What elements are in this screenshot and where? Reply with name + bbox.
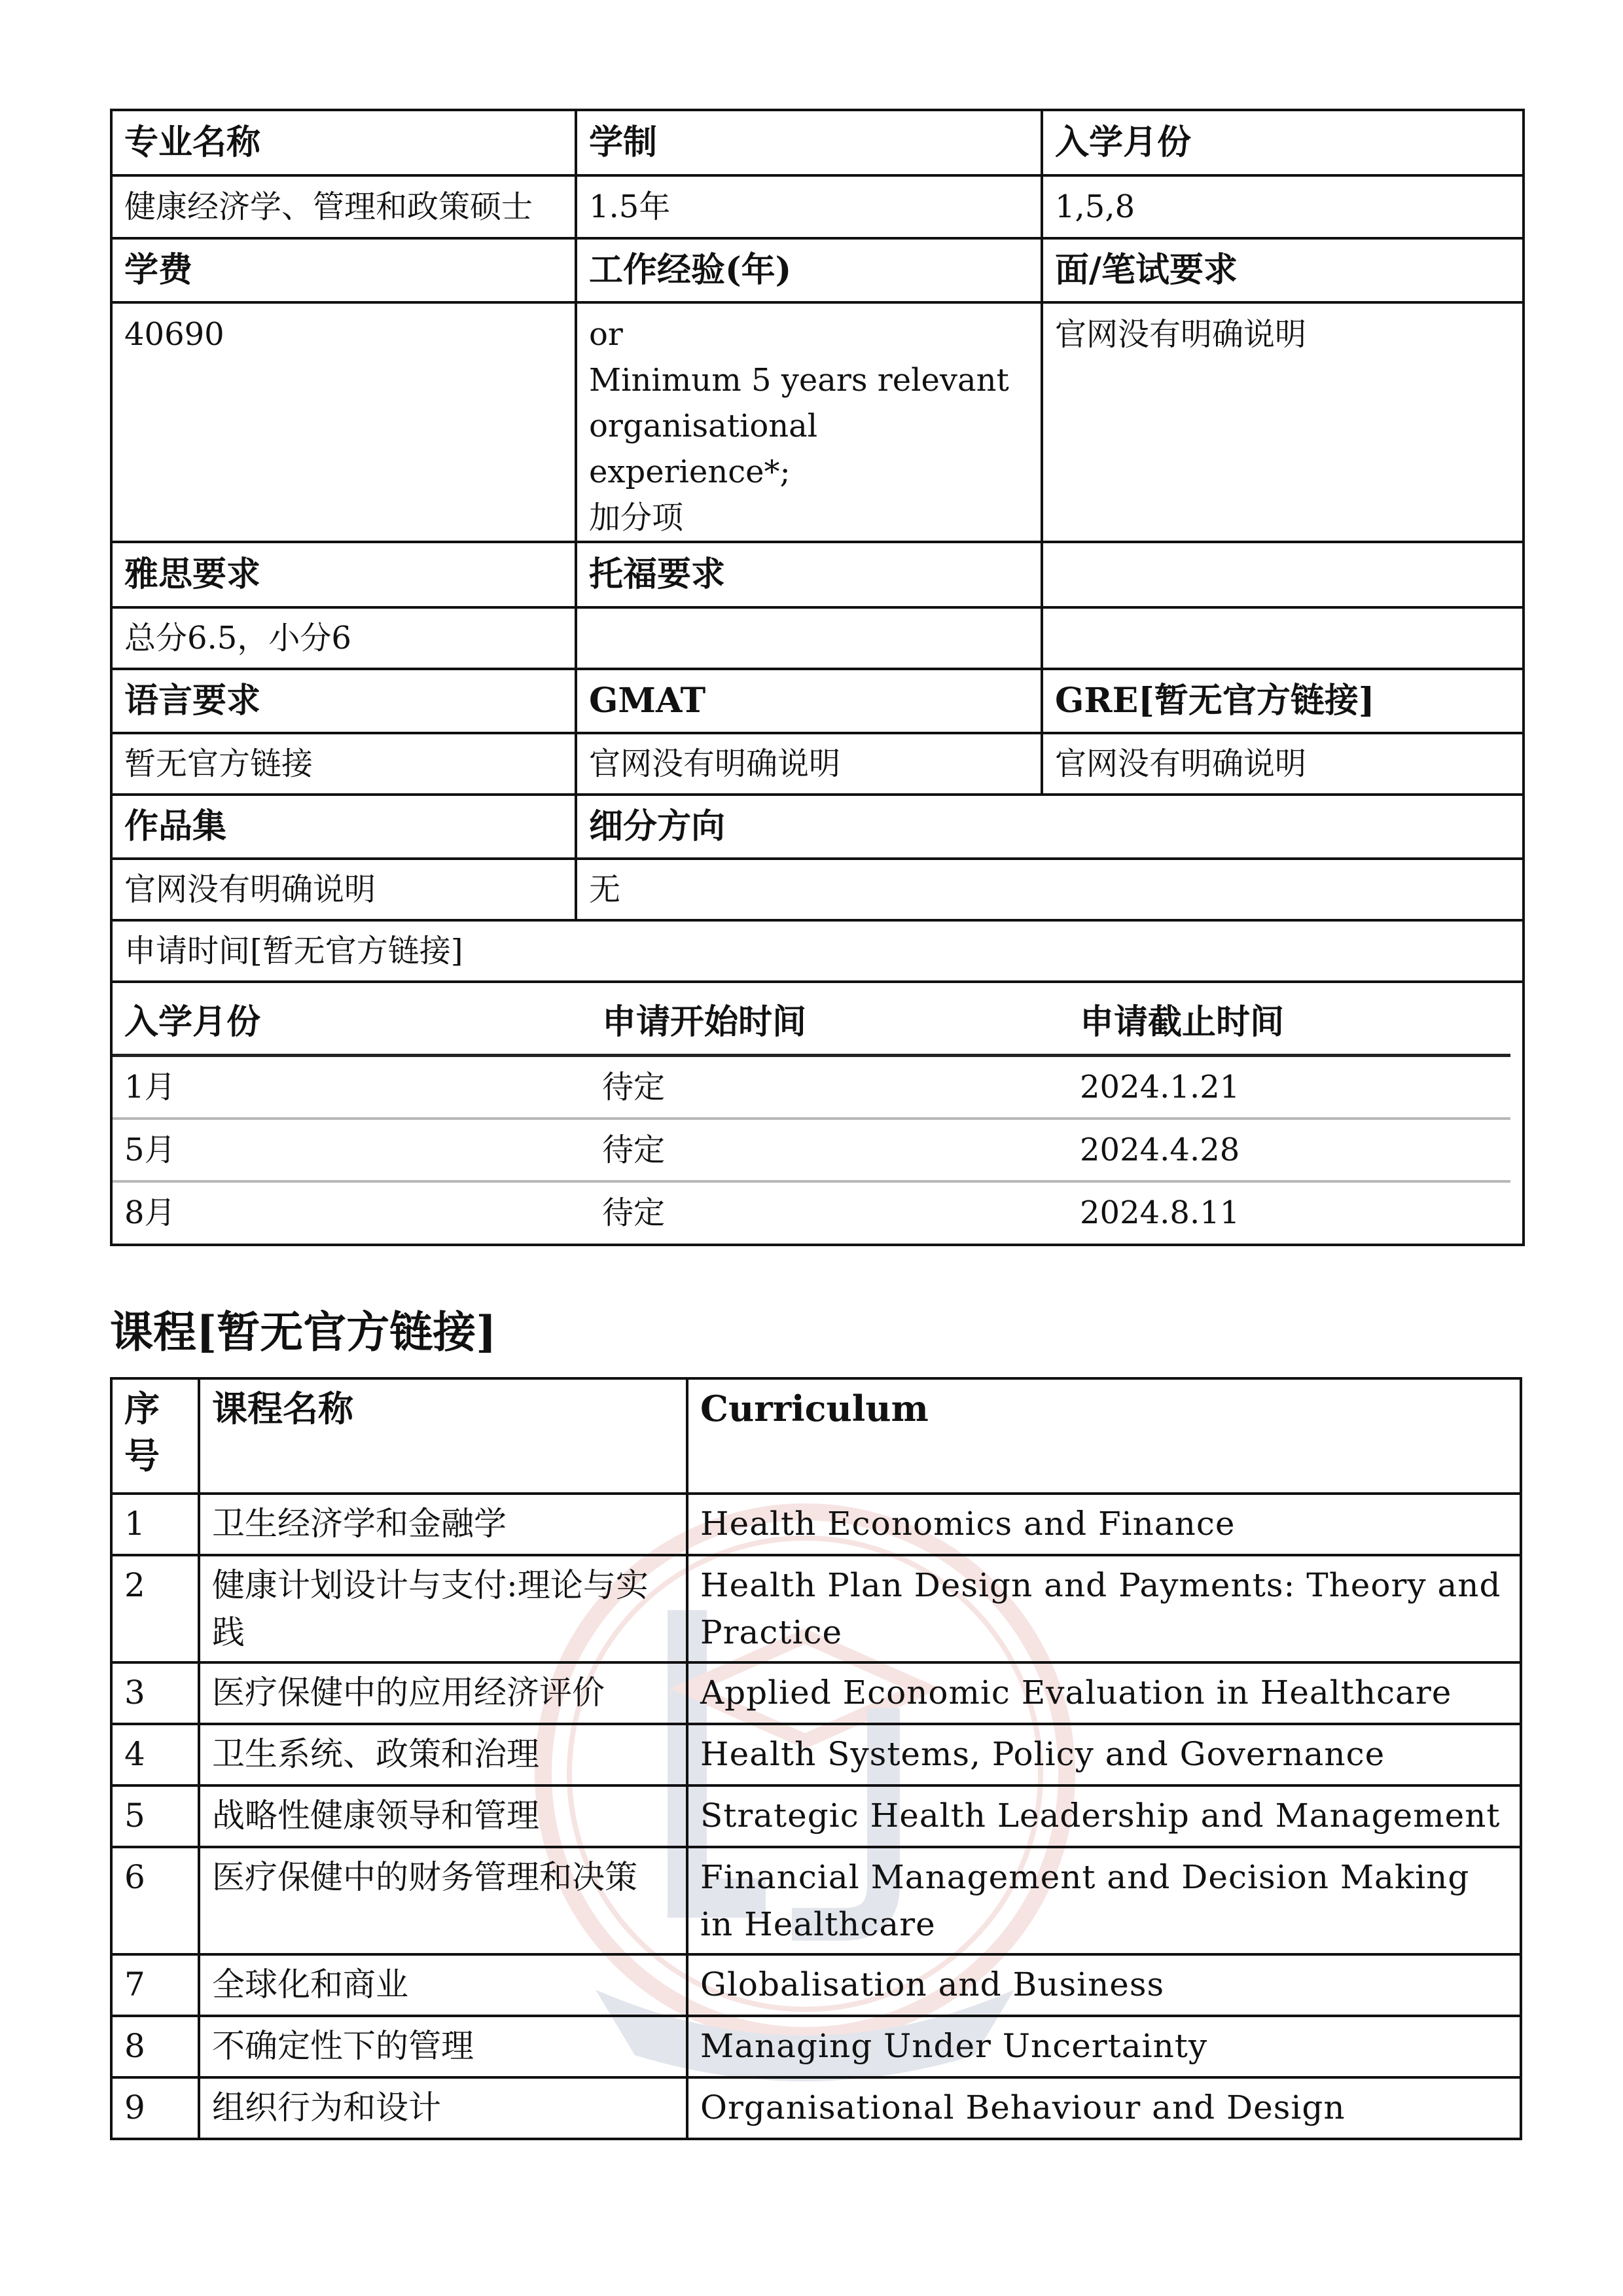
course-name-en: Strategic Health Leadership and Management	[687, 1785, 1521, 1847]
gmat-label: GMAT	[576, 669, 1042, 733]
specialization-label: 细分方向	[576, 795, 1524, 859]
application-schedule-cell	[111, 982, 1524, 1245]
ielts-label: 雅思要求	[111, 542, 576, 607]
course-row	[111, 1724, 1521, 1785]
schedule-intake: 1月	[113, 1056, 590, 1119]
course-name-cn: 卫生经济学和金融学	[199, 1494, 687, 1555]
program-name-label: 专业名称	[111, 110, 576, 175]
course-name-cn: 医疗保健中的应用经济评价	[199, 1662, 687, 1724]
course-row	[111, 1555, 1521, 1662]
course-name-cn: 卫生系统、政策和治理	[199, 1724, 687, 1785]
course-name-cn: 不确定性下的管理	[199, 2016, 687, 2077]
course-index: 3	[111, 1662, 199, 1724]
specialization-value: 无	[576, 859, 1524, 920]
schedule-header-deadline: 申请截止时间	[1068, 991, 1510, 1056]
course-name-cn: 医疗保健中的财务管理和决策	[199, 1847, 687, 1954]
course-row	[111, 1954, 1521, 2016]
course-name-en: Applied Economic Evaluation in Healthcare	[687, 1662, 1521, 1724]
intake-value: 1,5,8	[1042, 175, 1524, 238]
interview-label: 面/笔试要求	[1042, 238, 1524, 302]
language-label: 语言要求	[111, 669, 576, 733]
tuition-value: 40690	[111, 302, 576, 542]
work-experience-line: organisational experience*;	[589, 408, 818, 490]
toefl-value	[576, 607, 1042, 669]
courses-section-title: 课程[暂无官方链接]	[110, 1306, 497, 1357]
course-index: 8	[111, 2016, 199, 2077]
course-row	[111, 1494, 1521, 1555]
course-name-en: Health Plan Design and Payments: Theory and Practice	[687, 1555, 1521, 1662]
work-experience-line: 加分项	[589, 499, 684, 536]
work-experience-line: Minimum 5 years relevant	[589, 362, 1009, 399]
ielts-value: 总分6.5，小分6	[111, 607, 576, 669]
gre-value: 官网没有明确说明	[1042, 733, 1524, 795]
course-row	[111, 1847, 1521, 1954]
course-index: 5	[111, 1785, 199, 1847]
course-header-row	[111, 1378, 1521, 1494]
duration-label: 学制	[576, 110, 1042, 175]
course-row	[111, 1662, 1521, 1724]
schedule-row	[113, 1056, 1510, 1119]
course-name-en: Globalisation and Business	[687, 1954, 1521, 2016]
language-value: 暂无官方链接	[111, 733, 576, 795]
course-header-name-cn: 课程名称	[199, 1378, 687, 1494]
schedule-row	[113, 1181, 1510, 1243]
schedule-header-intake: 入学月份	[113, 991, 590, 1056]
intake-label: 入学月份	[1042, 110, 1524, 175]
course-header-index: 序 号	[111, 1378, 199, 1494]
schedule-deadline: 2024.4.28	[1068, 1119, 1510, 1181]
portfolio-value: 官网没有明确说明	[111, 859, 576, 920]
course-index: 6	[111, 1847, 199, 1954]
program-name-value: 健康经济学、管理和政策硕士	[111, 175, 576, 238]
schedule-row	[113, 1119, 1510, 1181]
course-name-cn: 全球化和商业	[199, 1954, 687, 2016]
schedule-intake: 5月	[113, 1119, 590, 1181]
toefl-label: 托福要求	[576, 542, 1042, 607]
schedule-deadline: 2024.1.21	[1068, 1056, 1510, 1119]
schedule-header-start: 申请开始时间	[590, 991, 1068, 1056]
interview-value: 官网没有明确说明	[1042, 302, 1524, 542]
course-name-cn: 健康计划设计与支付:理论与实践	[199, 1555, 687, 1662]
course-header-curriculum: Curriculum	[687, 1378, 1521, 1494]
course-row	[111, 2016, 1521, 2077]
course-index: 2	[111, 1555, 199, 1662]
schedule-header-row	[113, 991, 1510, 1056]
tuition-label: 学费	[111, 238, 576, 302]
course-name-en: Health Economics and Finance	[687, 1494, 1521, 1555]
empty-cell	[1042, 607, 1524, 669]
work-experience-value	[576, 302, 1042, 542]
work-experience-label: 工作经验(年)	[576, 238, 1042, 302]
course-name-cn: 战略性健康领导和管理	[199, 1785, 687, 1847]
course-name-en: Health Systems, Policy and Governance	[687, 1724, 1521, 1785]
duration-value: 1.5年	[576, 175, 1042, 238]
program-info-table	[110, 109, 1525, 1246]
course-index: 9	[111, 2077, 199, 2139]
course-index: 1	[111, 1494, 199, 1555]
schedule-start: 待定	[590, 1119, 1068, 1181]
course-name-cn: 组织行为和设计	[199, 2077, 687, 2139]
course-name-en: Managing Under Uncertainty	[687, 2016, 1521, 2077]
application-time-title: 申请时间[暂无官方链接]	[111, 920, 1524, 982]
gre-label: GRE[暂无官方链接]	[1042, 669, 1524, 733]
schedule-deadline: 2024.8.11	[1080, 1194, 1240, 1231]
course-index: 4	[111, 1724, 199, 1785]
portfolio-label: 作品集	[111, 795, 576, 859]
course-name-en: Financial Management and Decision Making in Healthcare	[687, 1847, 1521, 1954]
course-name-en: Organisational Behaviour and Design	[687, 2077, 1521, 2139]
application-schedule-table	[113, 991, 1510, 1243]
gmat-value: 官网没有明确说明	[576, 733, 1042, 795]
schedule-start: 待定	[590, 1056, 1068, 1119]
work-experience-line: or	[589, 316, 623, 353]
schedule-intake: 8月	[124, 1194, 176, 1231]
schedule-start: 待定	[602, 1194, 666, 1231]
empty-cell	[1042, 542, 1524, 607]
course-table	[110, 1377, 1522, 2140]
course-row	[111, 1785, 1521, 1847]
course-index: 7	[111, 1954, 199, 2016]
course-row	[111, 2077, 1521, 2139]
